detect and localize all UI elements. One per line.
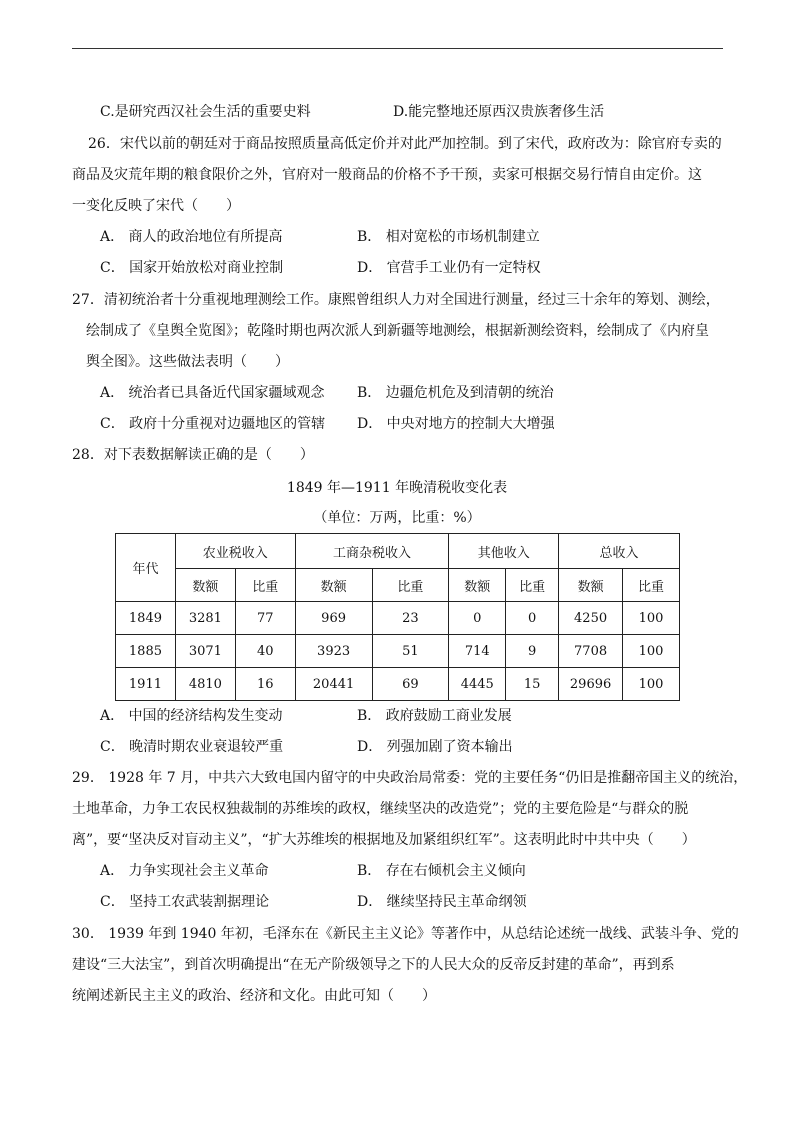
q30-stem-line-3: 统阐述新民主主义的政治、经济和文化。由此可知（ ） bbox=[72, 988, 436, 1004]
cell: 9 bbox=[506, 635, 559, 668]
subheader-ratio: 比重 bbox=[235, 569, 295, 602]
q27-stem-line-1: 27．清初统治者十分重视地理测绘工作。康熙曾组织人力对全国进行测量，经过三十余年的筹划、测绘， bbox=[72, 292, 720, 308]
cell: 1849 bbox=[116, 602, 176, 635]
subheader-amount: 数额 bbox=[295, 569, 372, 602]
tax-table bbox=[115, 533, 680, 701]
cell: 20441 bbox=[295, 668, 372, 701]
q26-option-b[interactable]: B． 相对宽松的市场机制建立 bbox=[357, 229, 540, 245]
cell: 40 bbox=[235, 635, 295, 668]
q26-stem-line-1: 26．宋代以前的朝廷对于商品按照质量高低定价并对此严加控制。到了宋代，政府改为：除官府专卖的 bbox=[88, 136, 722, 152]
cell: 69 bbox=[372, 668, 449, 701]
cell: 100 bbox=[623, 635, 680, 668]
q28-option-b[interactable]: B． 政府鼓励工商业发展 bbox=[357, 708, 512, 724]
cell: 51 bbox=[372, 635, 449, 668]
cell: 1885 bbox=[116, 635, 176, 668]
cell: 4810 bbox=[175, 668, 235, 701]
header-agri-tax: 农业税收入 bbox=[175, 534, 295, 569]
table-unit: （单位：万两，比重：%） bbox=[313, 510, 481, 526]
cell: 23 bbox=[372, 602, 449, 635]
cell: 15 bbox=[506, 668, 559, 701]
cell: 16 bbox=[235, 668, 295, 701]
cell: 3281 bbox=[175, 602, 235, 635]
header-other-income: 其他收入 bbox=[449, 534, 559, 569]
header-commerce-tax: 工商杂税收入 bbox=[295, 534, 449, 569]
q27-option-a[interactable]: A． 统治者已具备近代国家疆域观念 bbox=[100, 385, 325, 401]
q27-option-b[interactable]: B． 边疆危机危及到清朝的统治 bbox=[357, 385, 554, 401]
cell: 100 bbox=[623, 668, 680, 701]
table-title: 1849 年—1911 年晚清税收变化表 bbox=[286, 480, 508, 496]
subheader-amount: 数额 bbox=[175, 569, 235, 602]
q27-option-c[interactable]: C． 政府十分重视对边疆地区的管辖 bbox=[100, 416, 326, 432]
q25-option-d[interactable]: D.能完整地还原西汉贵族奢侈生活 bbox=[393, 104, 605, 120]
header-year: 年代 bbox=[116, 534, 176, 602]
cell: 77 bbox=[235, 602, 295, 635]
q27-stem-line-3: 舆全图》。这些做法表明（ ） bbox=[86, 354, 289, 370]
q25-option-c[interactable]: C.是研究西汉社会生活的重要史料 bbox=[100, 104, 311, 120]
header-rule bbox=[72, 48, 723, 49]
cell: 1911 bbox=[116, 668, 176, 701]
q26-option-a[interactable]: A． 商人的政治地位有所提高 bbox=[100, 229, 283, 245]
q26-option-d[interactable]: D． 官营手工业仍有一定特权 bbox=[357, 260, 541, 276]
cell: 0 bbox=[506, 602, 559, 635]
cell: 714 bbox=[449, 635, 506, 668]
q28-stem: 28．对下表数据解读正确的是（ ） bbox=[72, 447, 314, 463]
q27-stem-line-2: 绘制成了《皇舆全览图》；乾隆时期也两次派人到新疆等地测绘，根据新测绘资料，绘制成了《内府皇 bbox=[86, 323, 709, 339]
q29-option-b[interactable]: B． 存在右倾机会主义倾向 bbox=[357, 863, 526, 879]
table-row bbox=[116, 602, 680, 635]
q26-stem-line-2: 商品及灾荒年期的粮食限价之外，官府对一般商品的价格不予干预，卖家可根据交易行情自由定价。这 bbox=[72, 167, 702, 183]
q28-option-c[interactable]: C． 晚清时期农业衰退较严重 bbox=[100, 739, 284, 755]
cell: 4445 bbox=[449, 668, 506, 701]
q27-option-d[interactable]: D． 中央对地方的控制大大增强 bbox=[357, 416, 555, 432]
table-row bbox=[116, 635, 680, 668]
subheader-ratio: 比重 bbox=[623, 569, 680, 602]
cell: 0 bbox=[449, 602, 506, 635]
q28-option-a[interactable]: A． 中国的经济结构发生变动 bbox=[100, 708, 283, 724]
cell: 3923 bbox=[295, 635, 372, 668]
q29-stem-line-3: 离”，要“坚决反对盲动主义”，“扩大苏维埃的根据地及加紧组织红军”。这表明此时中共中央（ ） bbox=[72, 832, 696, 848]
cell: 969 bbox=[295, 602, 372, 635]
q29-option-d[interactable]: D． 继续坚持民主革命纲领 bbox=[357, 894, 527, 910]
q30-stem-line-1: 30． 1939 年到 1940 年初，毛泽东在《新民主主义论》等著作中，从总结论述统一战线、武装斗争、党的 bbox=[72, 926, 739, 942]
q26-option-c[interactable]: C． 国家开始放松对商业控制 bbox=[100, 260, 284, 276]
subheader-amount: 数额 bbox=[449, 569, 506, 602]
q29-stem-line-1: 29． 1928 年 7 月，中共六大致电国内留守的中央政治局常委：党的主要任务“仍旧是推翻帝国主义的统治， bbox=[72, 770, 748, 786]
cell: 7708 bbox=[559, 635, 623, 668]
cell: 3071 bbox=[175, 635, 235, 668]
q29-stem-line-2: 土地革命，力争工农民权独裁制的苏维埃的政权，继续坚决的改造党”；党的主要危险是“与群众的脱 bbox=[72, 801, 689, 817]
subheader-amount: 数额 bbox=[559, 569, 623, 602]
q29-option-c[interactable]: C． 坚持工农武装割据理论 bbox=[100, 894, 270, 910]
q28-option-d[interactable]: D． 列强加剧了资本输出 bbox=[357, 739, 513, 755]
cell: 100 bbox=[623, 602, 680, 635]
q30-stem-line-2: 建设“三大法宝”，到首次明确提出“在无产阶级领导之下的人民大众的反帝反封建的革命”，再到系 bbox=[72, 957, 675, 973]
cell: 4250 bbox=[559, 602, 623, 635]
cell: 29696 bbox=[559, 668, 623, 701]
header-total-income: 总收入 bbox=[559, 534, 680, 569]
subheader-ratio: 比重 bbox=[372, 569, 449, 602]
q26-stem-line-3: 一变化反映了宋代（ ） bbox=[72, 198, 240, 214]
subheader-ratio: 比重 bbox=[506, 569, 559, 602]
q29-option-a[interactable]: A． 力争实现社会主义革命 bbox=[100, 863, 269, 879]
table-row bbox=[116, 668, 680, 701]
